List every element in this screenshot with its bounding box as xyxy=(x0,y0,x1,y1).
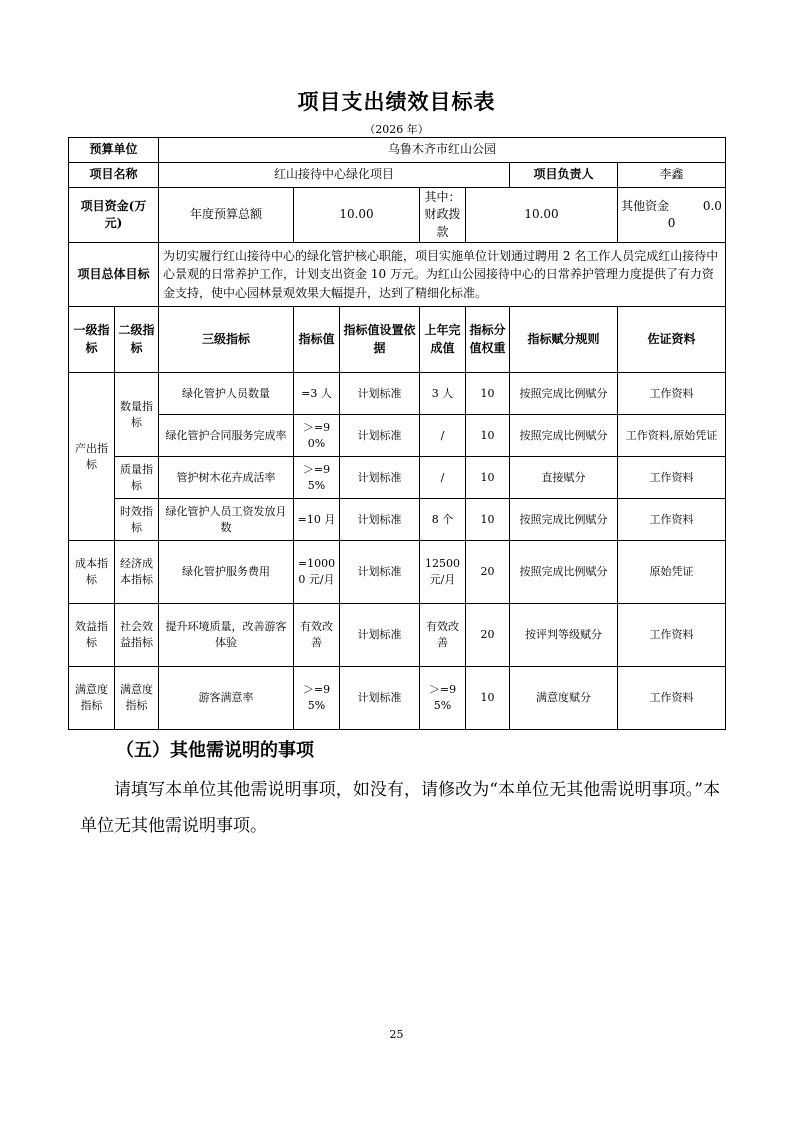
indicator-weight: 10 xyxy=(466,457,510,499)
indicator-rule: 按照完成比例赋分 xyxy=(510,541,618,604)
indicator-weight: 10 xyxy=(466,373,510,415)
group-quality: 质量指标 xyxy=(115,457,159,499)
indicator-name: 绿化管护人员工资发放月数 xyxy=(159,499,294,541)
indicator-last: ＞=95% xyxy=(420,667,466,730)
indicator-weight: 10 xyxy=(466,415,510,457)
indicator-basis: 计划标准 xyxy=(340,541,420,604)
group-econ-cost: 经济成本指标 xyxy=(115,541,159,604)
header-weight: 指标分值权重 xyxy=(466,307,510,373)
group-timeliness: 时效指标 xyxy=(115,499,159,541)
indicator-value: ＞=90% xyxy=(294,415,340,457)
section-paragraph: 请填写本单位其他需说明事项，如没有，请修改为“本单位无其他需说明事项。”本单位无其他需说明事项。 xyxy=(80,780,720,836)
indicator-basis: 计划标准 xyxy=(340,457,420,499)
other-funds-value: 0.00 xyxy=(667,198,722,231)
page-number: 25 xyxy=(389,1028,404,1041)
indicator-value: 有效改善 xyxy=(294,604,340,667)
manager-label: 项目负责人 xyxy=(510,163,618,188)
indicator-basis: 计划标准 xyxy=(340,499,420,541)
annual-total-value: 10.00 xyxy=(294,188,420,243)
indicator-rule: 按照完成比例赋分 xyxy=(510,373,618,415)
header-level3: 三级指标 xyxy=(159,307,294,373)
table-row xyxy=(69,163,726,188)
performance-target-table xyxy=(68,137,726,730)
budget-unit-label: 预算单位 xyxy=(69,138,159,163)
funds-label: 项目资金(万元) xyxy=(69,188,159,243)
other-funds-cell xyxy=(618,188,726,243)
indicator-weight: 20 xyxy=(466,604,510,667)
fiscal-value: 10.00 xyxy=(466,188,618,243)
group-benefit: 效益指标 xyxy=(69,604,115,667)
group-cost: 成本指标 xyxy=(69,541,115,604)
header-last-year: 上年完成值 xyxy=(420,307,466,373)
indicator-basis: 计划标准 xyxy=(340,415,420,457)
table-row xyxy=(69,188,726,243)
header-evidence: 佐证资料 xyxy=(618,307,726,373)
indicator-last: 12500 元/月 xyxy=(420,541,466,604)
group-satisfaction-sub: 满意度指标 xyxy=(115,667,159,730)
indicator-rule: 按照完成比例赋分 xyxy=(510,499,618,541)
group-quantity: 数量指标 xyxy=(115,373,159,457)
indicator-last: 3 人 xyxy=(420,373,466,415)
manager-value: 李鑫 xyxy=(618,163,726,188)
indicator-name: 提升环境质量，改善游客体验 xyxy=(159,604,294,667)
indicator-evidence: 工作资料 xyxy=(618,499,726,541)
indicator-weight: 10 xyxy=(466,499,510,541)
table-row xyxy=(69,499,726,541)
header-basis: 指标值设置依据 xyxy=(340,307,420,373)
indicator-basis: 计划标准 xyxy=(340,604,420,667)
header-level2: 二级指标 xyxy=(115,307,159,373)
table-row xyxy=(69,415,726,457)
indicator-evidence: 原始凭证 xyxy=(618,541,726,604)
indicator-name: 绿化管护服务费用 xyxy=(159,541,294,604)
indicator-weight: 10 xyxy=(466,667,510,730)
group-satisfaction: 满意度指标 xyxy=(69,667,115,730)
indicator-value: =10000 元/月 xyxy=(294,541,340,604)
project-name-value: 红山接待中心绿化项目 xyxy=(159,163,510,188)
indicator-evidence: 工作资料 xyxy=(618,667,726,730)
indicator-last: 8 个 xyxy=(420,499,466,541)
table-header-row xyxy=(69,307,726,373)
indicator-evidence: 工作资料 xyxy=(618,604,726,667)
annual-total-label: 年度预算总额 xyxy=(159,188,294,243)
indicator-rule: 满意度赋分 xyxy=(510,667,618,730)
goal-label: 项目总体目标 xyxy=(69,243,159,307)
indicator-name: 绿化管护人员数量 xyxy=(159,373,294,415)
header-value: 指标值 xyxy=(294,307,340,373)
header-rule: 指标赋分规则 xyxy=(510,307,618,373)
indicator-weight: 20 xyxy=(466,541,510,604)
document-year: （2026 年） xyxy=(364,123,429,136)
indicator-basis: 计划标准 xyxy=(340,667,420,730)
indicator-evidence: 工作资料,原始凭证 xyxy=(618,415,726,457)
indicator-rule: 直接赋分 xyxy=(510,457,618,499)
table-row xyxy=(69,457,726,499)
table-row xyxy=(69,373,726,415)
indicator-last: 有效改善 xyxy=(420,604,466,667)
fiscal-label: 其中：财政拨款 xyxy=(420,188,466,243)
indicator-value: =10 月 xyxy=(294,499,340,541)
indicator-evidence: 工作资料 xyxy=(618,457,726,499)
indicator-last: / xyxy=(420,457,466,499)
indicator-name: 绿化管护合同服务完成率 xyxy=(159,415,294,457)
table-row xyxy=(69,667,726,730)
project-name-label: 项目名称 xyxy=(69,163,159,188)
indicator-last: / xyxy=(420,415,466,457)
table-row xyxy=(69,541,726,604)
indicator-rule: 按评判等级赋分 xyxy=(510,604,618,667)
section-heading: （五）其他需说明的事项 xyxy=(116,740,314,761)
table-row xyxy=(69,138,726,163)
indicator-value: ＞=95% xyxy=(294,457,340,499)
other-funds-label: 其他资金 xyxy=(621,198,670,213)
group-social-benefit: 社会效益指标 xyxy=(115,604,159,667)
header-level1: 一级指标 xyxy=(69,307,115,373)
indicator-basis: 计划标准 xyxy=(340,373,420,415)
indicator-evidence: 工作资料 xyxy=(618,373,726,415)
document-title: 项目支出绩效目标表 xyxy=(297,89,496,114)
indicator-value: =3 人 xyxy=(294,373,340,415)
group-output: 产出指标 xyxy=(69,373,115,541)
goal-text: 为切实履行红山接待中心的绿化管护核心职能，项目实施单位计划通过聘用 2 名工作人员完成红山接待中心景观的日常养护工作，计划支出资金 10 万元。为红山公园接待中心的日常养护管理力度提供了有力资金支持，使中心园林景观效果大幅提升，达到了精细化标准。 xyxy=(159,243,726,307)
table-row xyxy=(69,243,726,307)
indicator-name: 管护树木花卉成活率 xyxy=(159,457,294,499)
indicator-name: 游客满意率 xyxy=(159,667,294,730)
budget-unit-value: 乌鲁木齐市红山公园 xyxy=(159,138,726,163)
indicator-rule: 按照完成比例赋分 xyxy=(510,415,618,457)
indicator-value: ＞=95% xyxy=(294,667,340,730)
table-row xyxy=(69,604,726,667)
